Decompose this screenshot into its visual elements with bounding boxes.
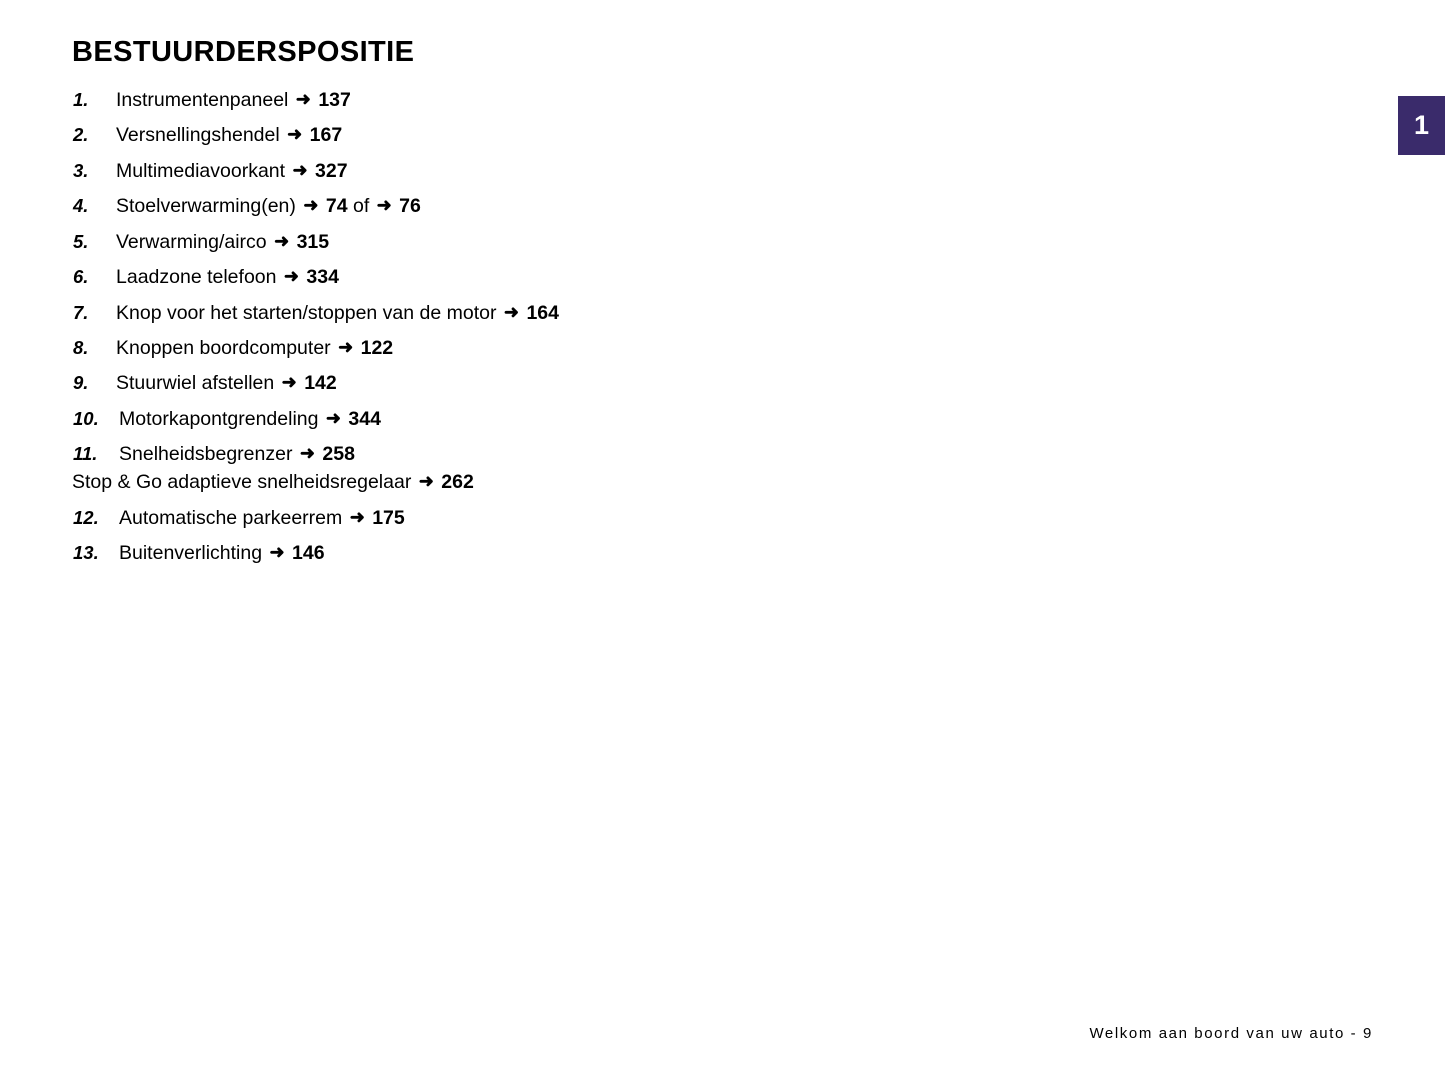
list-item (72, 160, 1302, 182)
list-item-text (116, 124, 342, 146)
chapter-tab (1398, 96, 1445, 155)
list-item-number: 6. (73, 266, 89, 288)
arrow-icon: ➜ (299, 443, 315, 464)
list-item (72, 507, 1302, 529)
list-item-page: 122 (360, 336, 394, 359)
list-item-number: 1. (73, 89, 89, 110)
list-item-label: Verwarming/airco (116, 230, 267, 253)
arrow-icon: ➜ (349, 506, 365, 527)
list-item-label: Knop voor het starten/stoppen van de motor (116, 301, 497, 324)
sub-reference-line (72, 471, 1302, 494)
list-item (72, 266, 1302, 288)
list-item-number: 12. (73, 506, 99, 528)
list-item-page: 146 (292, 542, 325, 565)
list-item-number: 2. (73, 124, 89, 146)
list-item-page-alt: 76 (399, 195, 421, 218)
list-item-page: 327 (315, 159, 348, 182)
reference-list (72, 89, 1302, 466)
list-item-label: Buitenverlichting (119, 542, 263, 565)
arrow-icon: ➜ (281, 372, 297, 393)
list-item-text (119, 408, 381, 430)
list-item-text (116, 302, 559, 324)
arrow-icon: ➜ (292, 159, 308, 180)
list-item (72, 302, 1302, 324)
sub-reference-label: Stop & Go adaptieve snelheidsregelaar (72, 470, 412, 493)
arrow-icon: ➜ (269, 542, 285, 563)
list-item-text (116, 266, 339, 288)
arrow-icon: ➜ (418, 470, 434, 491)
list-item-text (119, 443, 355, 465)
list-item (72, 542, 1302, 564)
list-item (72, 89, 1302, 111)
page-title: BESTUURDERSPOSITIE (72, 36, 415, 68)
arrow-icon: ➜ (287, 124, 303, 145)
list-item-page: 137 (318, 89, 351, 111)
list-item-number: 5. (73, 230, 89, 252)
list-item-number: 11. (73, 443, 98, 465)
arrow-icon: ➜ (338, 336, 354, 357)
list-item-text (116, 337, 393, 359)
arrow-icon: ➜ (503, 301, 520, 322)
list-item-page: 142 (304, 372, 337, 395)
arrow-icon: ➜ (325, 407, 341, 428)
chapter-tab-number: 1 (1413, 110, 1430, 140)
list-item-page: 344 (348, 407, 381, 430)
list-item-page: 258 (322, 443, 355, 466)
list-item-text (119, 542, 325, 564)
arrow-icon: ➜ (274, 230, 290, 251)
list-item (72, 372, 1302, 394)
arrow-icon: ➜ (283, 266, 299, 287)
list-item-label: Stoelverwarming(en) (116, 195, 296, 218)
list-item (72, 231, 1302, 253)
sub-reference-page: 262 (441, 470, 474, 493)
list-item-label: Instrumentenpaneel (116, 89, 289, 111)
list-item-number: 4. (73, 195, 89, 217)
list-item (72, 337, 1302, 359)
list-item (72, 124, 1302, 146)
list-item-text (116, 231, 329, 253)
list-item-label: Knoppen boordcomputer (116, 336, 331, 359)
list-item-label: Motorkapontgrendeling (119, 407, 319, 430)
list-item (72, 195, 1302, 217)
list-item (72, 408, 1302, 430)
list-item-label: Stuurwiel afstellen (116, 372, 275, 395)
list-item-text (116, 195, 421, 217)
list-item-page: 334 (306, 266, 339, 289)
reference-list-continued (72, 507, 1302, 565)
list-item-label: Versnellingshendel (116, 124, 280, 147)
list-item-page: 74 (325, 195, 348, 218)
list-item-page: 167 (309, 124, 343, 147)
list-item-label: Automatische parkeerrem (119, 506, 343, 529)
list-item-page: 164 (526, 301, 559, 324)
list-item-connector: of (352, 195, 370, 218)
list-item-number: 9. (73, 372, 89, 394)
list-item-number: 13. (73, 542, 99, 564)
list-item-label: Laadzone telefoon (116, 266, 277, 289)
list-item-number: 7. (73, 301, 89, 323)
list-item-text (116, 160, 348, 182)
list-item-label: Snelheidsbegrenzer (119, 443, 293, 466)
list-item-text (119, 507, 405, 529)
list-item-text (116, 89, 351, 111)
list-item-number: 10. (73, 407, 99, 429)
page-content (72, 36, 1302, 577)
list-item-page: 315 (296, 230, 330, 253)
list-item-page: 175 (372, 506, 405, 529)
list-item-number: 8. (73, 336, 89, 358)
arrow-icon: ➜ (303, 195, 319, 216)
list-item (72, 443, 1302, 465)
list-item-label: Multimediavoorkant (116, 159, 286, 182)
page-footer: Welkom aan boord van uw auto - 9 (1089, 1025, 1373, 1042)
arrow-icon: ➜ (295, 89, 311, 109)
list-item-text (116, 372, 337, 394)
list-item-number: 3. (73, 159, 89, 181)
arrow-icon: ➜ (376, 195, 392, 216)
